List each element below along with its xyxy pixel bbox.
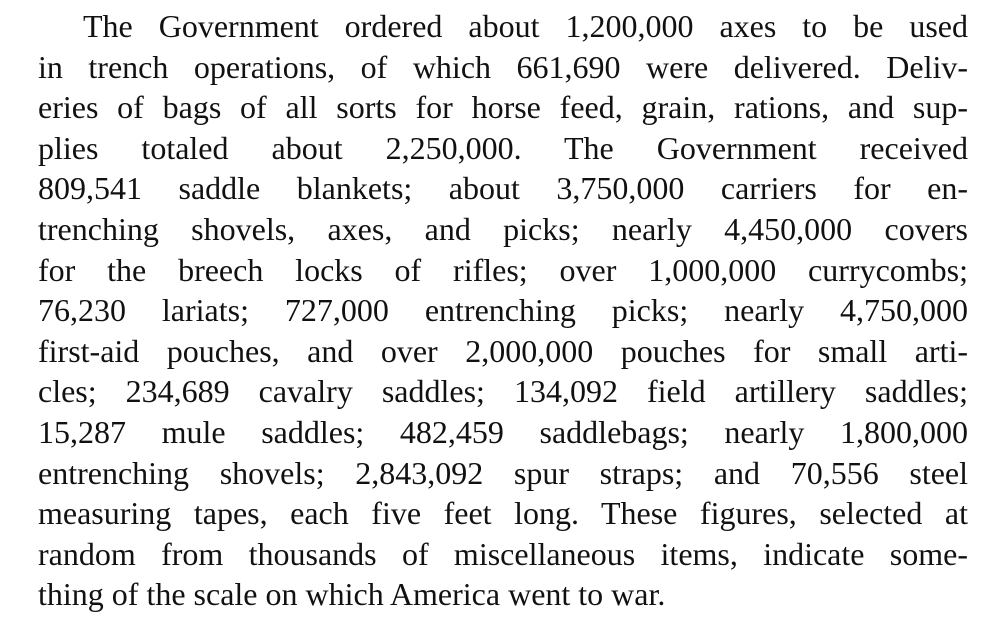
text-line: random from thousands of miscellaneous items, indicate some- <box>38 535 968 572</box>
text-line: first-aid pouches, and over 2,000,000 pouches for small arti- <box>38 332 968 369</box>
text-line: plies totaled about 2,250,000. The Government received <box>38 129 968 166</box>
text-line: 76,230 lariats; 727,000 entrenching picks; nearly 4,750,000 <box>38 292 968 329</box>
text-line: trenching shovels, axes, and picks; nearly 4,450,000 covers <box>38 210 968 247</box>
body-paragraph <box>38 6 968 615</box>
text-line: eries of bags of all sorts for horse feed, grain, rations, and sup- <box>38 89 968 126</box>
text-line: 15,287 mule saddles; 482,459 saddlebags; nearly 1,800,000 <box>38 413 968 450</box>
text-line: entrenching shovels; 2,843,092 spur straps; and 70,556 steel <box>38 454 968 491</box>
text-line: in trench operations, of which 661,690 were delivered. Deliv- <box>38 48 968 85</box>
text-line: thing of the scale on which America went to war. <box>38 576 666 613</box>
text-line: The Government ordered about 1,200,000 axes to be used <box>83 8 968 44</box>
text-line: 809,541 saddle blankets; about 3,750,000 carriers for en- <box>38 170 968 207</box>
text-line: cles; 234,689 cavalry saddles; 134,092 field artillery saddles; <box>38 373 968 410</box>
text-line: for the breech locks of rifles; over 1,000,000 currycombs; <box>38 251 968 288</box>
text-line: measuring tapes, each five feet long. These figures, selected at <box>38 495 968 532</box>
